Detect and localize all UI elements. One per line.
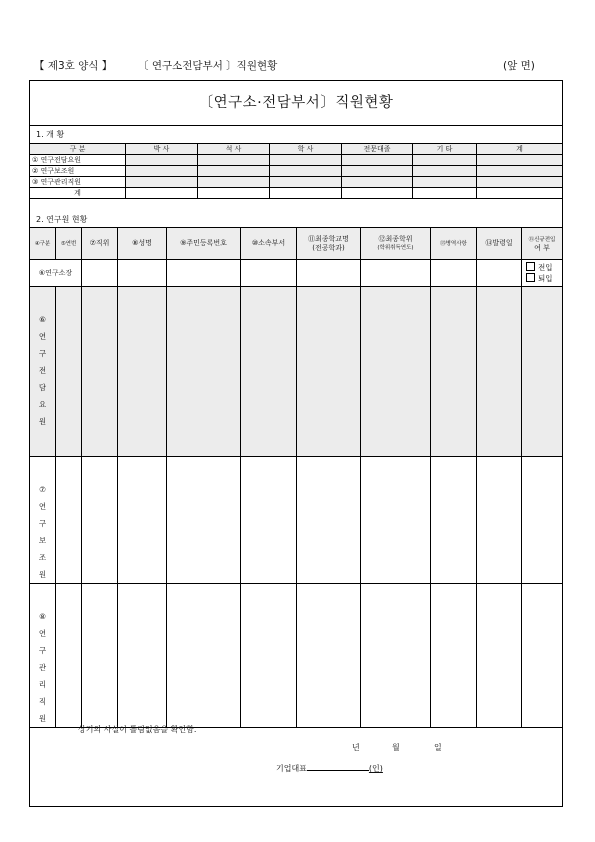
row-label: ② 연구보조원 [30, 166, 126, 177]
cell-input[interactable] [241, 457, 297, 584]
cell-input[interactable] [297, 287, 361, 457]
cell-input[interactable] [126, 166, 198, 177]
cell-input[interactable] [413, 177, 477, 188]
col-category: 구 분 [30, 144, 126, 155]
cell-input[interactable] [342, 155, 413, 166]
cell-input[interactable] [126, 188, 198, 199]
date-year: 년 [352, 743, 360, 752]
cell-input[interactable] [56, 584, 82, 728]
cell-input[interactable] [361, 287, 431, 457]
cell-input[interactable] [413, 188, 477, 199]
group-row [30, 287, 563, 457]
col-other: 기 타 [413, 144, 477, 155]
col-doctorate: 박 사 [126, 144, 198, 155]
checkbox-transfer-out[interactable]: 퇴입 [522, 273, 562, 284]
director-label: ⑥연구소장 [30, 260, 82, 287]
cell-input[interactable] [241, 287, 297, 457]
checkbox-icon [526, 273, 535, 282]
cell-input[interactable] [167, 584, 241, 728]
col-college: 전문대졸 [342, 144, 413, 155]
cell-input[interactable] [297, 260, 361, 287]
group-row [30, 584, 563, 728]
checkbox-transfer-in[interactable]: 전입 [522, 262, 562, 273]
cell-input[interactable] [167, 457, 241, 584]
cell-input[interactable] [297, 457, 361, 584]
cell-input[interactable] [167, 260, 241, 287]
cell-input[interactable] [270, 166, 342, 177]
col-bachelors: 학 사 [270, 144, 342, 155]
cell-input[interactable] [241, 260, 297, 287]
col-degree: ⑫최종학위 (학위취득연도) [361, 228, 431, 260]
cell-input[interactable] [477, 155, 563, 166]
cell-input[interactable] [198, 166, 270, 177]
col-total: 계 [477, 144, 563, 155]
col-resident-number: ⑨주민등록번호 [167, 228, 241, 260]
row-label: ① 연구전담요원 [30, 155, 126, 166]
cell-input[interactable] [522, 287, 563, 457]
cell-input[interactable] [118, 260, 167, 287]
col-serial: ⑤연번 [56, 228, 82, 260]
group-label: ⑦연구보조원 [30, 457, 56, 584]
cell-input[interactable] [82, 457, 118, 584]
col-school: ⑪최종학교명 (전공학과) [297, 228, 361, 260]
col-division: ④구분 [30, 228, 56, 260]
cell-input[interactable] [477, 166, 563, 177]
cell-input[interactable] [361, 260, 431, 287]
summary-header-row [30, 144, 563, 155]
col-new-transfer: ⑮신규전입 여 부 [522, 228, 563, 260]
form-number: 【 제3호 양식 】 [34, 60, 113, 72]
cell-input[interactable] [82, 287, 118, 457]
cell-input[interactable] [361, 584, 431, 728]
director-row [30, 260, 563, 287]
cell-input[interactable] [477, 177, 563, 188]
cell-input[interactable] [342, 188, 413, 199]
group-label: ⑧연구관리직원 [30, 584, 56, 728]
cell-input[interactable] [241, 584, 297, 728]
cell-input[interactable] [126, 155, 198, 166]
row-label: ③ 연구관리직원 [30, 177, 126, 188]
group-label: ⑥연구전담요원 [30, 287, 56, 457]
cell-input[interactable] [198, 177, 270, 188]
cell-input[interactable] [477, 584, 522, 728]
page-title: 〔연구소·전담부서〕직원현황 [198, 95, 394, 111]
summary-row [30, 166, 563, 177]
cell-input[interactable] [118, 287, 167, 457]
cell-input[interactable] [477, 188, 563, 199]
researcher-header-row [30, 228, 563, 260]
cell-input[interactable] [56, 457, 82, 584]
group-row [30, 457, 563, 584]
section1-heading: 1. 개 황 [36, 130, 65, 139]
cell-input[interactable] [167, 287, 241, 457]
cell-input[interactable] [118, 457, 167, 584]
summary-row [30, 177, 563, 188]
cell-input[interactable] [477, 260, 522, 287]
cell-input[interactable] [82, 584, 118, 728]
transfer-checkboxes [522, 260, 563, 287]
cell-input[interactable] [118, 584, 167, 728]
cell-input[interactable] [431, 287, 477, 457]
col-position: ⑦직위 [82, 228, 118, 260]
page-side-label: (앞 면) [503, 60, 535, 72]
researcher-table [29, 227, 563, 728]
total-label: 계 [30, 188, 126, 199]
section2-heading: 2. 연구원 현황 [36, 215, 88, 224]
representative-signature [276, 762, 383, 774]
confirm-statement: 상기의 사실이 틀림없음을 확인함. [78, 725, 197, 734]
cell-input[interactable] [297, 584, 361, 728]
cell-input[interactable] [198, 188, 270, 199]
cell-input[interactable] [431, 584, 477, 728]
cell-input[interactable] [431, 260, 477, 287]
summary-row [30, 155, 563, 166]
cell-input[interactable] [477, 287, 522, 457]
cell-input[interactable] [413, 155, 477, 166]
divider [30, 125, 562, 126]
cell-input[interactable] [82, 260, 118, 287]
col-department: ⑩소속부서 [241, 228, 297, 260]
checkbox-icon [526, 262, 535, 271]
summary-total-row [30, 188, 563, 199]
form-frame [29, 80, 563, 807]
col-masters: 석 사 [198, 144, 270, 155]
document-label: 〔 연구소전담부서 〕직원현황 [138, 60, 278, 72]
summary-table [29, 143, 563, 199]
cell-input[interactable] [342, 166, 413, 177]
cell-input[interactable] [361, 457, 431, 584]
cell-input[interactable] [270, 155, 342, 166]
cell-input[interactable] [522, 584, 563, 728]
cell-input[interactable] [431, 457, 477, 584]
col-name: ⑧성명 [118, 228, 167, 260]
representative-label: 기업대표 [276, 764, 307, 773]
cell-input[interactable] [477, 457, 522, 584]
cell-input[interactable] [126, 177, 198, 188]
cell-input[interactable] [522, 457, 563, 584]
cell-input[interactable] [413, 166, 477, 177]
cell-input[interactable] [56, 287, 82, 457]
date-day: 일 [434, 743, 442, 752]
seal-mark: (인) [368, 764, 383, 773]
col-military: ⑬병역사항 [431, 228, 477, 260]
cell-input[interactable] [270, 177, 342, 188]
cell-input[interactable] [270, 188, 342, 199]
signature-line[interactable] [307, 762, 369, 771]
cell-input[interactable] [198, 155, 270, 166]
col-appointment-date: ⑭발령일 [477, 228, 522, 260]
cell-input[interactable] [342, 177, 413, 188]
date-month: 월 [392, 743, 400, 752]
